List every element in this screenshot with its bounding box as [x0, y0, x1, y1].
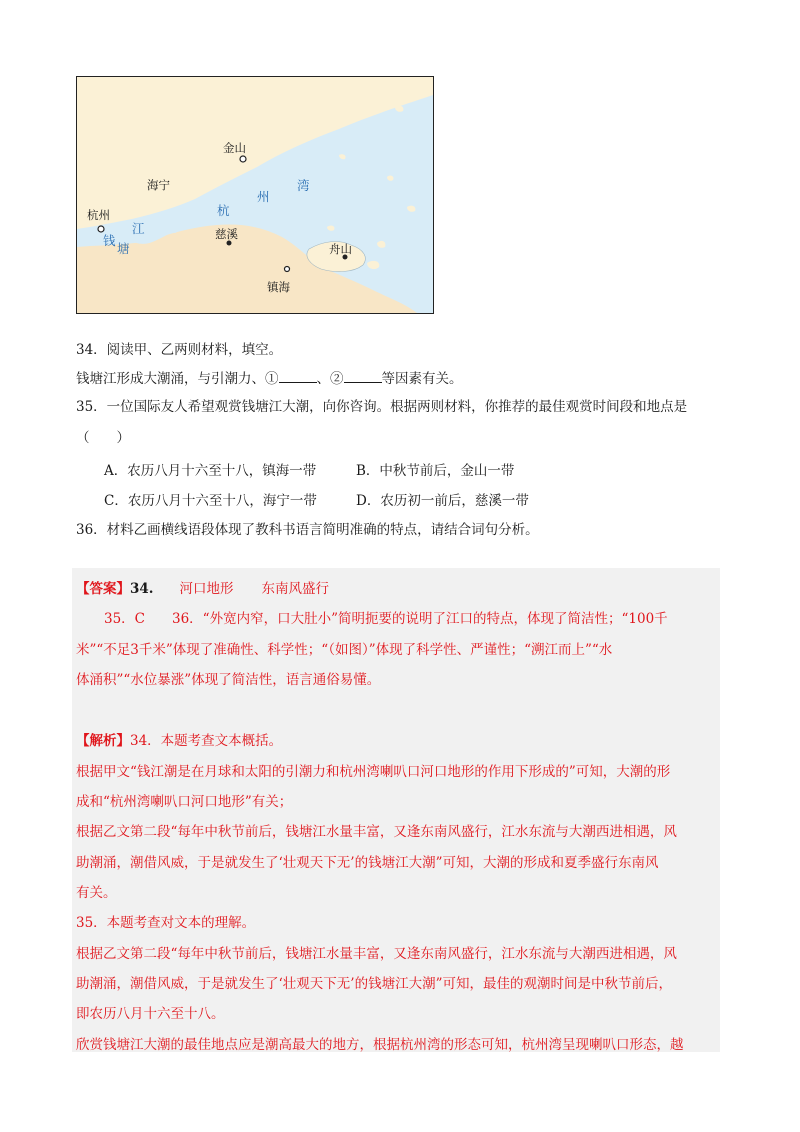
hangzhou-marker: [98, 226, 104, 232]
analysis-line-2: 根据甲文“钱江潮是在月球和太阳的引潮力和杭州湾喇叭口河口地形的作用下形成的”可知，大潮的形: [76, 764, 671, 780]
cixi-marker: [227, 241, 232, 246]
q34-blank-1[interactable]: [279, 368, 317, 383]
label-wan: 湾: [297, 178, 310, 193]
q34-sep: 、: [316, 371, 330, 387]
answer-34-a2: 东南风盛行: [261, 581, 329, 597]
q34-mark1: ①: [265, 371, 279, 387]
q35-paren: （ ）: [76, 430, 130, 446]
answer-line-3: 米”“不足3千米”体现了准确性、科学性；“（如图）”体现了科学性、严谨性；“溯江而上”“水: [76, 642, 613, 658]
label-haining: 海宁: [147, 178, 170, 192]
analysis-line-4: 根据乙文第二段“每年中秋节前后，钱塘江水量丰富，又逢东南风盛行，江水东流与大潮西进相遇，风: [76, 824, 677, 840]
label-zhou: 州: [257, 189, 270, 204]
q34-line: [76, 368, 463, 389]
jinshan-marker: [240, 156, 246, 162]
island-small-3: [395, 106, 403, 112]
q34-blank-2[interactable]: [344, 368, 382, 383]
q35-option-a[interactable]: A．农历八月十六至十八，镇海一带: [104, 463, 317, 479]
island-small-7: [327, 226, 334, 231]
island-small-4: [387, 176, 393, 181]
label-cixi: 慈溪: [215, 227, 238, 241]
answer-line-4: 体涌积”“水位暴涨”体现了简洁性，语言通俗易懂。: [76, 672, 381, 688]
q34-title: 34．阅读甲、乙两则材料，填空。: [76, 342, 283, 358]
analysis-line-10: 即农历八月十六至十八。: [76, 1006, 225, 1022]
q35-option-b[interactable]: B．中秋节前后，金山一带: [356, 463, 515, 479]
island-small-1: [367, 261, 379, 269]
analysis-line-3: 成和“杭州湾喇叭口河口地形”有关；: [76, 794, 293, 810]
island-small-5: [339, 154, 346, 159]
zhenhai-marker: [285, 267, 290, 272]
label-tang: 塘: [117, 241, 130, 256]
answer-label: 【答案】: [76, 581, 130, 597]
q34-prefix: 钱塘江形成大潮涌，与引潮力、: [76, 371, 265, 387]
answer-line-1: [76, 577, 329, 597]
analysis-line-9: 助潮涌，潮借风威，于是就发生了‘壮观天下无’的钱塘江大潮”可知，最佳的观潮时间是中秋节前后，: [76, 976, 672, 992]
q35-option-d[interactable]: D．农历初一前后，慈溪一带: [356, 493, 529, 509]
q35-line1: 35．一位国际友人希望观赏钱塘江大潮，向你咨询。根据两则材料，你推荐的最佳观赏时间段和地点是: [76, 399, 688, 415]
analysis-line-5: 助潮涌，潮借风威，于是就发生了‘壮观天下无’的钱塘江大潮”可知，大潮的形成和夏季盛行东南风: [76, 855, 659, 871]
map-svg: [77, 77, 433, 313]
q35-option-c[interactable]: C．农历八月十六至十八，海宁一带: [104, 493, 317, 509]
analysis-line-7: 35．本题考查对文本的理解。: [76, 915, 256, 931]
analysis-line-1: [76, 729, 282, 749]
q34-suffix: 等因素有关。: [381, 371, 463, 387]
answer-34-a1: 河口地形: [179, 581, 234, 597]
label-zhenhai: 镇海: [267, 280, 290, 294]
label-hangzhou: 杭州: [87, 208, 110, 222]
hangzhou-bay-map: [76, 76, 434, 314]
island-small-2: [377, 241, 385, 248]
analysis-line-6: 有关。: [76, 885, 117, 901]
analysis-line-11: 欣赏钱塘江大潮的最佳地点应是潮高最大的地方，根据杭州湾的形态可知，杭州湾呈现喇叭口形态，越: [76, 1037, 684, 1053]
analysis-line-8: 根据乙文第二段“每年中秋节前后，钱塘江水量丰富，又逢东南风盛行，江水东流与大潮西进相遇，风: [76, 946, 677, 962]
label-qian: 钱: [103, 233, 116, 248]
label-jiang: 江: [132, 221, 145, 236]
answer-34-num: 34.: [130, 581, 154, 597]
label-jinshan: 金山: [223, 141, 246, 155]
island-small-6: [407, 206, 415, 212]
label-hang: 杭: [217, 203, 230, 218]
answer-line-2: 35．C 36．“外宽内窄，口大肚小”简明扼要的说明了江口的特点，体现了简洁性；“100千: [104, 611, 668, 627]
north-land: [77, 77, 433, 229]
analysis-label: 【解析】: [76, 733, 130, 749]
analysis-34-head: 34．本题考查文本概括。: [130, 733, 283, 749]
q36-line1: 36．材料乙画横线语段体现了教科书语言简明准确的特点，请结合词句分析。: [76, 522, 539, 538]
q34-mark2: ②: [330, 371, 344, 387]
label-zhoushan: 舟山: [329, 242, 352, 256]
